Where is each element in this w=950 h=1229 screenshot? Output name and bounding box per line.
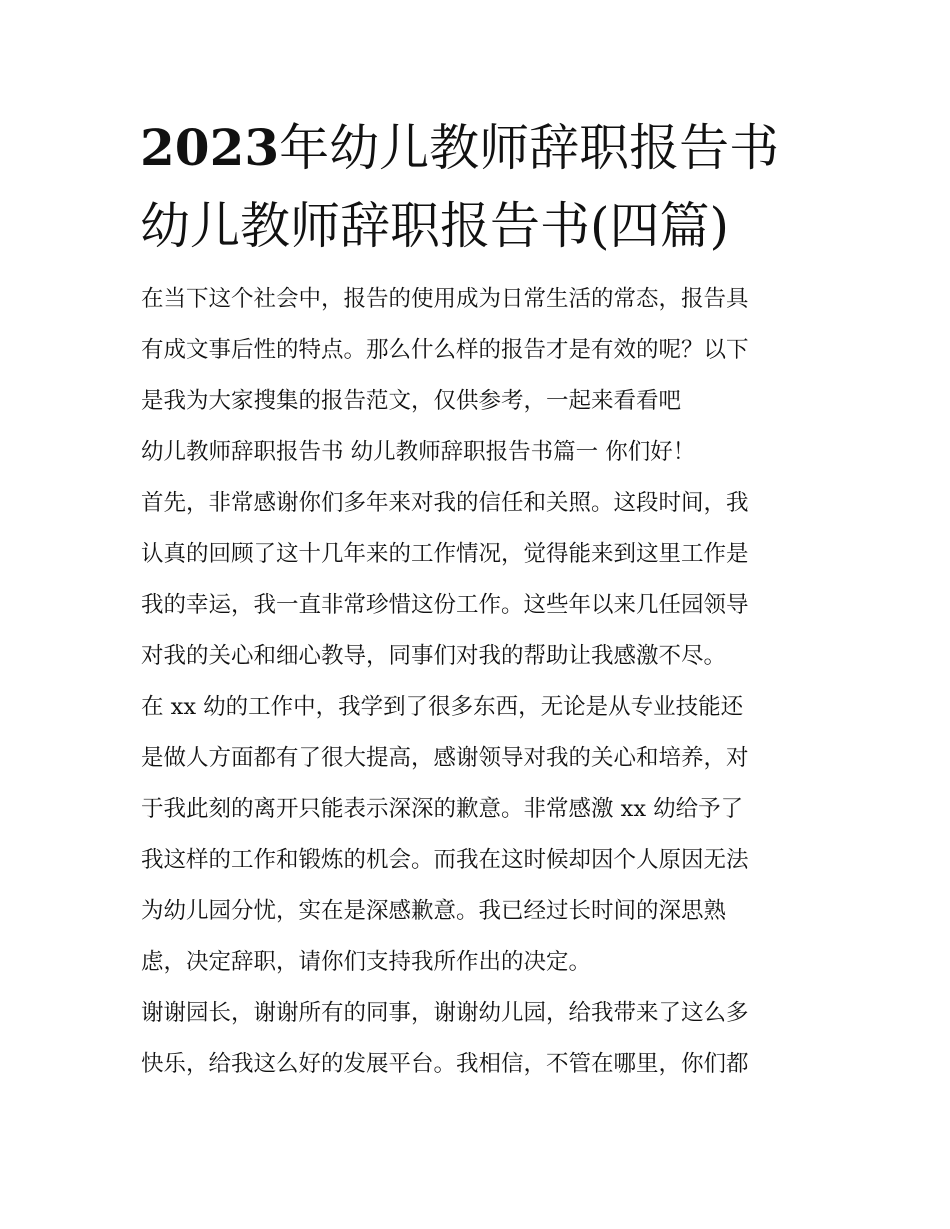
- body-line: 在 xx 幼的工作中，我学到了很多东西，无论是从专业技能还: [141, 694, 744, 720]
- body-line: 谢谢园长，谢谢所有的同事，谢谢幼儿园，给我带来了这么多: [141, 1000, 749, 1026]
- body-line: 我的幸运，我一直非常珍惜这份工作。这些年以来几任园领导: [141, 592, 749, 618]
- document-title-line-1: [140, 118, 820, 178]
- body-line: 虑，决定辞职，请你们支持我所作出的决定。: [141, 949, 592, 975]
- body-line: 对我的关心和细心教导，同事们对我的帮助让我感激不尽。: [141, 643, 727, 669]
- body-line: 快乐，给我这么好的发展平台。我相信，不管在哪里，你们都: [141, 1051, 749, 1077]
- body-line: 我这样的工作和锻炼的机会。而我在这时候却因个人原因无法: [141, 847, 749, 873]
- body-line: 为幼儿园分忧，实在是深感歉意。我已经过长时间的深思熟: [141, 898, 727, 924]
- body-line: 幼儿教师辞职报告书 幼儿教师辞职报告书篇一 你们好！: [141, 439, 696, 465]
- body-line: 有成文事后性的特点。那么什么样的报告才是有效的呢？以下: [141, 337, 749, 363]
- document-body: [141, 274, 821, 1090]
- body-line: 是做人方面都有了很大提高，感谢领导对我的关心和培养，对: [141, 745, 749, 771]
- title-year: 2023: [140, 118, 280, 177]
- body-line: 首先，非常感谢你们多年来对我的信任和关照。这段时间，我: [141, 490, 749, 516]
- body-line: 是我为大家搜集的报告范文，仅供参考，一起来看看吧: [141, 388, 682, 414]
- title-line-1-text: 年幼儿教师辞职报告书: [279, 119, 780, 177]
- document-title-line-2: 幼儿教师辞职报告书(四篇): [140, 197, 730, 255]
- body-line: 于我此刻的离开只能表示深深的歉意。非常感激 xx 幼给予了: [141, 796, 744, 822]
- body-line: 认真的回顾了这十几年来的工作情况，觉得能来到这里工作是: [141, 541, 749, 567]
- body-line: 在当下这个社会中，报告的使用成为日常生活的常态，报告具: [141, 286, 749, 312]
